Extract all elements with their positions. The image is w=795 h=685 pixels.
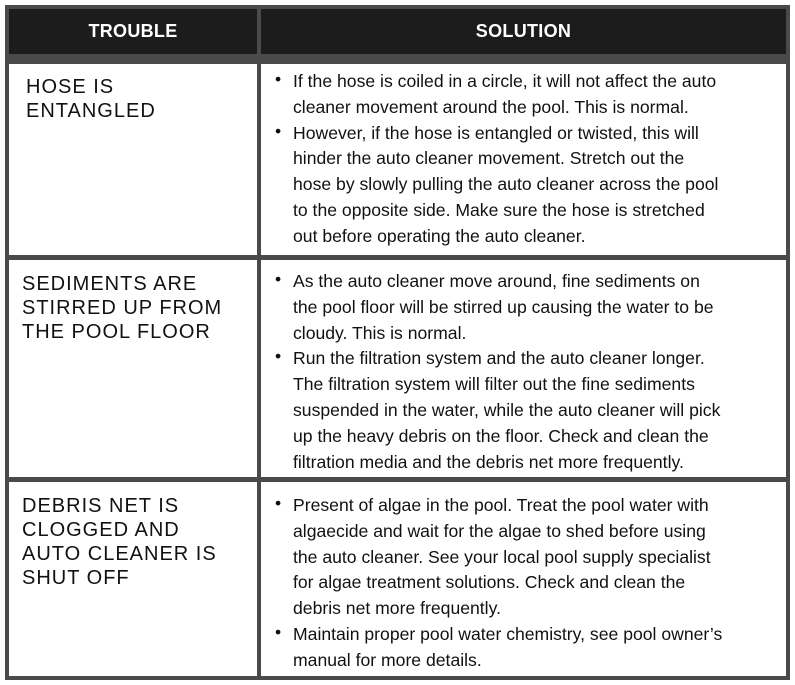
trouble-cell-hose-entangled — [9, 64, 257, 255]
solution-line: to the opposite side. Make sure the hose is stretched — [293, 199, 705, 220]
solution-line: the pool floor will be stirred up causing the water to be — [293, 296, 714, 317]
trouble-line: SHUT OFF — [22, 567, 130, 589]
trouble-line: THE POOL FLOOR — [22, 321, 211, 343]
solution-line: Maintain proper pool water chemistry, see pool owner’s — [293, 623, 723, 644]
solution-line: hose by slowly pulling the auto cleaner across the pool — [293, 174, 719, 195]
trouble-line: ENTANGLED — [26, 100, 156, 122]
trouble-cell-sediments — [9, 260, 257, 477]
solution-line: for algae treatment solutions. Check and clean the — [293, 572, 686, 593]
trouble-line: AUTO CLEANER IS — [22, 543, 217, 565]
solution-line: Present of algae in the pool. Treat the pool water with — [293, 495, 709, 515]
solution-line: If the hose is coiled in a circle, it will not affect the auto — [293, 71, 717, 91]
bullet-icon: • — [275, 621, 282, 642]
solution-item — [272, 622, 786, 674]
solution-cell-debris-net — [261, 482, 786, 676]
bullet-icon: • — [275, 346, 282, 367]
solution-cell-hose-entangled — [261, 64, 786, 255]
solution-line: up the heavy debris on the floor. Check and clean the — [293, 425, 709, 446]
solution-line: manual for more details. — [293, 649, 482, 670]
solution-line: filtration media and the debris net more frequently. — [293, 451, 684, 472]
solution-line: However, if the hose is entangled or twisted, this will — [293, 122, 699, 143]
trouble-cell-debris-net — [9, 482, 257, 676]
solution-item — [272, 269, 786, 346]
solution-line: hinder the auto cleaner movement. Stretch out the — [293, 148, 685, 169]
solution-item — [272, 69, 786, 121]
solution-line: Run the filtration system and the auto cleaner longer. — [293, 348, 705, 369]
trouble-line: SEDIMENTS ARE — [22, 273, 198, 295]
bullet-icon: • — [275, 269, 282, 289]
solution-line: the auto cleaner. See your local pool supply specialist — [293, 546, 711, 567]
solution-line: cleaner movement around the pool. This is normal. — [293, 96, 689, 117]
trouble-line: CLOGGED AND — [22, 519, 180, 541]
solution-item — [272, 121, 786, 250]
solution-line: As the auto cleaner move around, fine sediments on — [293, 271, 700, 291]
bullet-icon: • — [275, 493, 282, 513]
header-solution: SOLUTION — [261, 9, 786, 54]
solution-line: debris net more frequently. — [293, 598, 501, 619]
solution-line: The filtration system will filter out the fine sediments — [293, 374, 695, 395]
solution-item — [272, 346, 786, 475]
solution-line: algaecide and wait for the algae to shed before using — [293, 520, 706, 541]
trouble-line: STIRRED UP FROM — [22, 297, 223, 319]
header-trouble: TROUBLE — [9, 9, 257, 54]
solution-cell-sediments — [261, 260, 786, 477]
bullet-icon: • — [275, 120, 282, 141]
trouble-line: DEBRIS NET IS — [22, 495, 180, 517]
solution-item — [272, 493, 786, 622]
bullet-icon: • — [275, 69, 282, 89]
solution-line: suspended in the water, while the auto cleaner will pick — [293, 399, 721, 420]
trouble-line: HOSE IS — [26, 76, 115, 98]
solution-line: cloudy. This is normal. — [293, 322, 467, 343]
solution-line: out before operating the auto cleaner. — [293, 225, 586, 246]
